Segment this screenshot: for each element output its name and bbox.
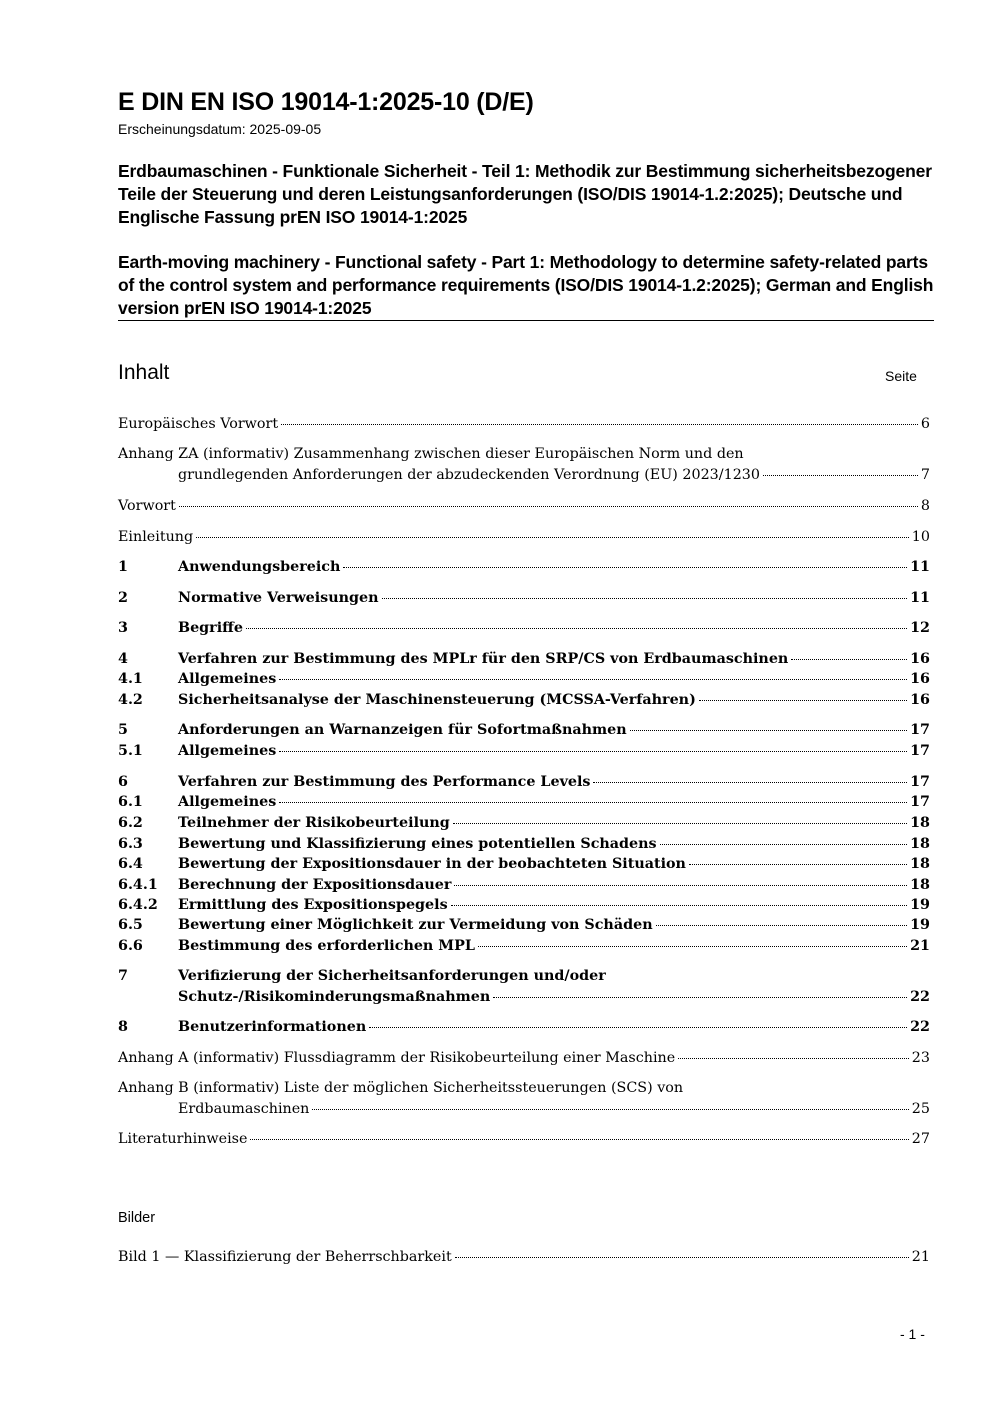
toc-entry-title: Europäisches Vorwort xyxy=(118,416,279,432)
toc-entry[interactable] xyxy=(118,692,930,714)
dot-leader xyxy=(455,1257,909,1258)
toc-entry-page: 17 xyxy=(910,743,930,759)
toc-entry-number: 6 xyxy=(118,774,128,790)
toc-entry-number: 6.3 xyxy=(118,836,143,852)
toc-entry[interactable] xyxy=(118,651,930,673)
toc-entry-title: Einleitung xyxy=(118,529,194,545)
toc-entry-page: 21 xyxy=(910,938,930,954)
toc-entry-number: 6.2 xyxy=(118,815,143,831)
toc-entry-page: 25 xyxy=(911,1101,930,1117)
toc-entry-number: 6.4.1 xyxy=(118,877,158,893)
toc-entry[interactable] xyxy=(118,774,930,796)
toc-entry-number: 6.1 xyxy=(118,794,143,810)
toc-entry-page: 18 xyxy=(910,815,930,831)
title-german: Erdbaumaschinen - Funktionale Sicherheit - Teil 1: Methodik zur Bestimmung sicherheitsbezogener Teile der Steuerung und deren Leistungsanforderungen (ISO/DIS 19014-1.2:2025); Deutsche und Englische Fassung prEN ISO 19014-1:2025 xyxy=(118,161,932,227)
toc-entry-title-line1: Verifizierung der Sicherheitsanforderungen und/oder xyxy=(178,968,606,984)
dot-leader xyxy=(699,700,907,701)
toc-entry[interactable] xyxy=(118,1019,930,1041)
dot-leader xyxy=(279,802,907,803)
dot-leader xyxy=(250,1139,908,1140)
toc-entry-title: Teilnehmer der Risikobeurteilung xyxy=(178,815,450,831)
toc-entry-page: 19 xyxy=(910,897,930,913)
title-english: Earth-moving machinery - Functional safety - Part 1: Methodology to determine safety-related parts of the control system and performance requirements (ISO/DIS 19014-1.2:2025); German and English version prEN ISO 19014-1:2025 xyxy=(118,252,934,318)
toc-entry[interactable] xyxy=(118,620,930,642)
toc-entry-title: Allgemeines xyxy=(178,671,277,687)
figure-entry-page: 21 xyxy=(911,1249,930,1265)
toc-entry-page: 22 xyxy=(910,989,930,1005)
toc-entry-page: 16 xyxy=(910,692,930,708)
toc-entry-page: 11 xyxy=(910,590,930,606)
toc-entry-page: 17 xyxy=(910,722,930,738)
toc-entry-title: Verfahren zur Bestimmung des MPLr für den SRP/CS von Erdbaumaschinen xyxy=(178,651,789,667)
toc-entry-title: Berechnung der Expositionsdauer xyxy=(178,877,452,893)
toc-entry-page: 16 xyxy=(910,651,930,667)
toc-entry-page: 17 xyxy=(910,774,930,790)
toc-entry-page: 18 xyxy=(910,836,930,852)
dot-leader xyxy=(689,864,907,865)
dot-leader xyxy=(279,751,907,752)
toc-entry-number: 4.1 xyxy=(118,671,143,687)
figure-entry-title: Bild 1 — Klassifizierung der Beherrschbarkeit xyxy=(118,1249,452,1265)
toc-entry-title: Bestimmung des erforderlichen MPL xyxy=(178,938,475,954)
dot-leader xyxy=(493,997,907,998)
toc-entry-number: 6.5 xyxy=(118,917,143,933)
toc-entry[interactable] xyxy=(118,917,930,939)
toc-entry[interactable] xyxy=(118,794,930,816)
toc-entry-page: 7 xyxy=(920,467,930,483)
toc-entry-page: 27 xyxy=(911,1131,930,1147)
dot-leader xyxy=(454,885,907,886)
toc-entry-number: 7 xyxy=(118,968,128,984)
toc-entry-title: Literaturhinweise xyxy=(118,1131,248,1147)
dot-leader xyxy=(369,1027,907,1028)
dot-leader xyxy=(382,598,908,599)
figures-heading: Bilder xyxy=(118,1210,156,1226)
toc-entry-title: Allgemeines xyxy=(178,743,277,759)
toc-entry[interactable] xyxy=(118,877,930,899)
toc-entry[interactable] xyxy=(118,498,930,520)
toc-entry-title: Allgemeines xyxy=(178,794,277,810)
toc-entry-title: Normative Verweisungen xyxy=(178,590,379,606)
toc-entry-title: Erdbaumaschinen xyxy=(178,1101,310,1117)
toc-entry[interactable] xyxy=(118,1080,930,1124)
toc-entry-page: 6 xyxy=(920,416,930,432)
dot-leader xyxy=(279,679,907,680)
dot-leader xyxy=(791,659,907,660)
title-divider xyxy=(118,320,934,321)
toc-entry[interactable] xyxy=(118,968,930,1012)
toc-entry-number: 5.1 xyxy=(118,743,143,759)
dot-leader xyxy=(196,537,909,538)
toc-entry-number: 6.4 xyxy=(118,856,143,872)
dot-leader xyxy=(281,424,918,425)
toc-entry-page: 12 xyxy=(910,620,930,636)
toc-entry-title-line1: Anhang B (informativ) Liste der möglichen Sicherheitssteuerungen (SCS) von xyxy=(118,1080,684,1096)
toc-entry[interactable] xyxy=(118,743,930,765)
toc-entry-title: Vorwort xyxy=(118,498,176,514)
toc-entry-number: 1 xyxy=(118,559,128,575)
toc-entry[interactable] xyxy=(118,938,930,960)
figure-entry[interactable] xyxy=(118,1249,930,1271)
dot-leader xyxy=(451,905,907,906)
toc-entry-number: 4 xyxy=(118,651,128,667)
toc-entry-title: Anhang A (informativ) Flussdiagramm der Risikobeurteilung einer Maschine xyxy=(118,1050,676,1066)
dot-leader xyxy=(343,567,907,568)
toc-entry-page: 18 xyxy=(910,856,930,872)
dot-leader xyxy=(678,1058,909,1059)
toc-entry-number: 8 xyxy=(118,1019,128,1035)
document-id: E DIN EN ISO 19014-1:2025-10 (D/E) xyxy=(118,88,534,116)
toc-entry[interactable] xyxy=(118,897,930,919)
toc-entry-title: Verfahren zur Bestimmung des Performance Levels xyxy=(178,774,591,790)
toc-entry-title: Begriffe xyxy=(178,620,243,636)
toc-entry-page: 16 xyxy=(910,671,930,687)
toc-entry-title: Benutzerinformationen xyxy=(178,1019,367,1035)
toc-entry[interactable] xyxy=(118,559,930,581)
dot-leader xyxy=(246,628,907,629)
dot-leader xyxy=(453,823,907,824)
dot-leader xyxy=(478,946,907,947)
toc-entry-page: 17 xyxy=(910,794,930,810)
dot-leader xyxy=(763,475,918,476)
toc-entry-title: Anforderungen an Warnanzeigen für Sofortmaßnahmen xyxy=(178,722,627,738)
toc-entry-number: 4.2 xyxy=(118,692,143,708)
toc-entry-title-line1: Anhang ZA (informativ) Zusammenhang zwischen dieser Europäischen Norm und den xyxy=(118,446,744,462)
dot-leader xyxy=(660,844,908,845)
toc-entry-title: Schutz-/Risikominderungsmaßnahmen xyxy=(178,989,491,1005)
toc-entry-title: Ermittlung des Expositionspegels xyxy=(178,897,448,913)
toc-entry-title: Bewertung der Expositionsdauer in der beobachteten Situation xyxy=(178,856,686,872)
toc-entry-title: grundlegenden Anforderungen der abzudeckenden Verordnung (EU) 2023/1230 xyxy=(178,467,760,483)
toc-entry[interactable] xyxy=(118,671,930,693)
toc-entry-page: 10 xyxy=(911,529,930,545)
toc-entry-number: 5 xyxy=(118,722,128,738)
toc-entry[interactable] xyxy=(118,815,930,837)
dot-leader xyxy=(593,782,907,783)
toc-entry[interactable] xyxy=(118,856,930,878)
toc-entry-page: 23 xyxy=(911,1050,930,1066)
toc-entry-page: 19 xyxy=(910,917,930,933)
toc-entry-page: 11 xyxy=(910,559,930,575)
toc-entry[interactable] xyxy=(118,529,930,551)
toc-entry-number: 6.6 xyxy=(118,938,143,954)
dot-leader xyxy=(630,730,907,731)
toc-entry-number: 6.4.2 xyxy=(118,897,158,913)
toc-entry[interactable] xyxy=(118,1050,930,1072)
toc-entry-page: 22 xyxy=(910,1019,930,1035)
toc-entry[interactable] xyxy=(118,446,930,490)
toc-entry[interactable] xyxy=(118,416,930,438)
toc-entry[interactable] xyxy=(118,590,930,612)
toc-entry[interactable] xyxy=(118,836,930,858)
dot-leader xyxy=(312,1109,908,1110)
toc-entry-number: 3 xyxy=(118,620,128,636)
toc-heading: Inhalt xyxy=(118,361,170,384)
toc-entry-page: 18 xyxy=(910,877,930,893)
dot-leader xyxy=(656,925,908,926)
toc-entry-page: 8 xyxy=(920,498,930,514)
page-number: - 1 - xyxy=(900,1326,925,1342)
toc-entry-title: Bewertung einer Möglichkeit zur Vermeidung von Schäden xyxy=(178,917,653,933)
toc-page-label: Seite xyxy=(885,368,917,384)
publication-date: Erscheinungsdatum: 2025-09-05 xyxy=(118,121,322,137)
toc-entry-number: 2 xyxy=(118,590,128,606)
toc-entry-title: Anwendungsbereich xyxy=(178,559,341,575)
toc-entry[interactable] xyxy=(118,1131,930,1153)
toc-entry[interactable] xyxy=(118,722,930,744)
toc-entry-title: Sicherheitsanalyse der Maschinensteuerung (MCSSA-Verfahren) xyxy=(178,692,696,708)
dot-leader xyxy=(179,506,918,507)
toc-entry-title: Bewertung und Klassifizierung eines potentiellen Schadens xyxy=(178,836,657,852)
